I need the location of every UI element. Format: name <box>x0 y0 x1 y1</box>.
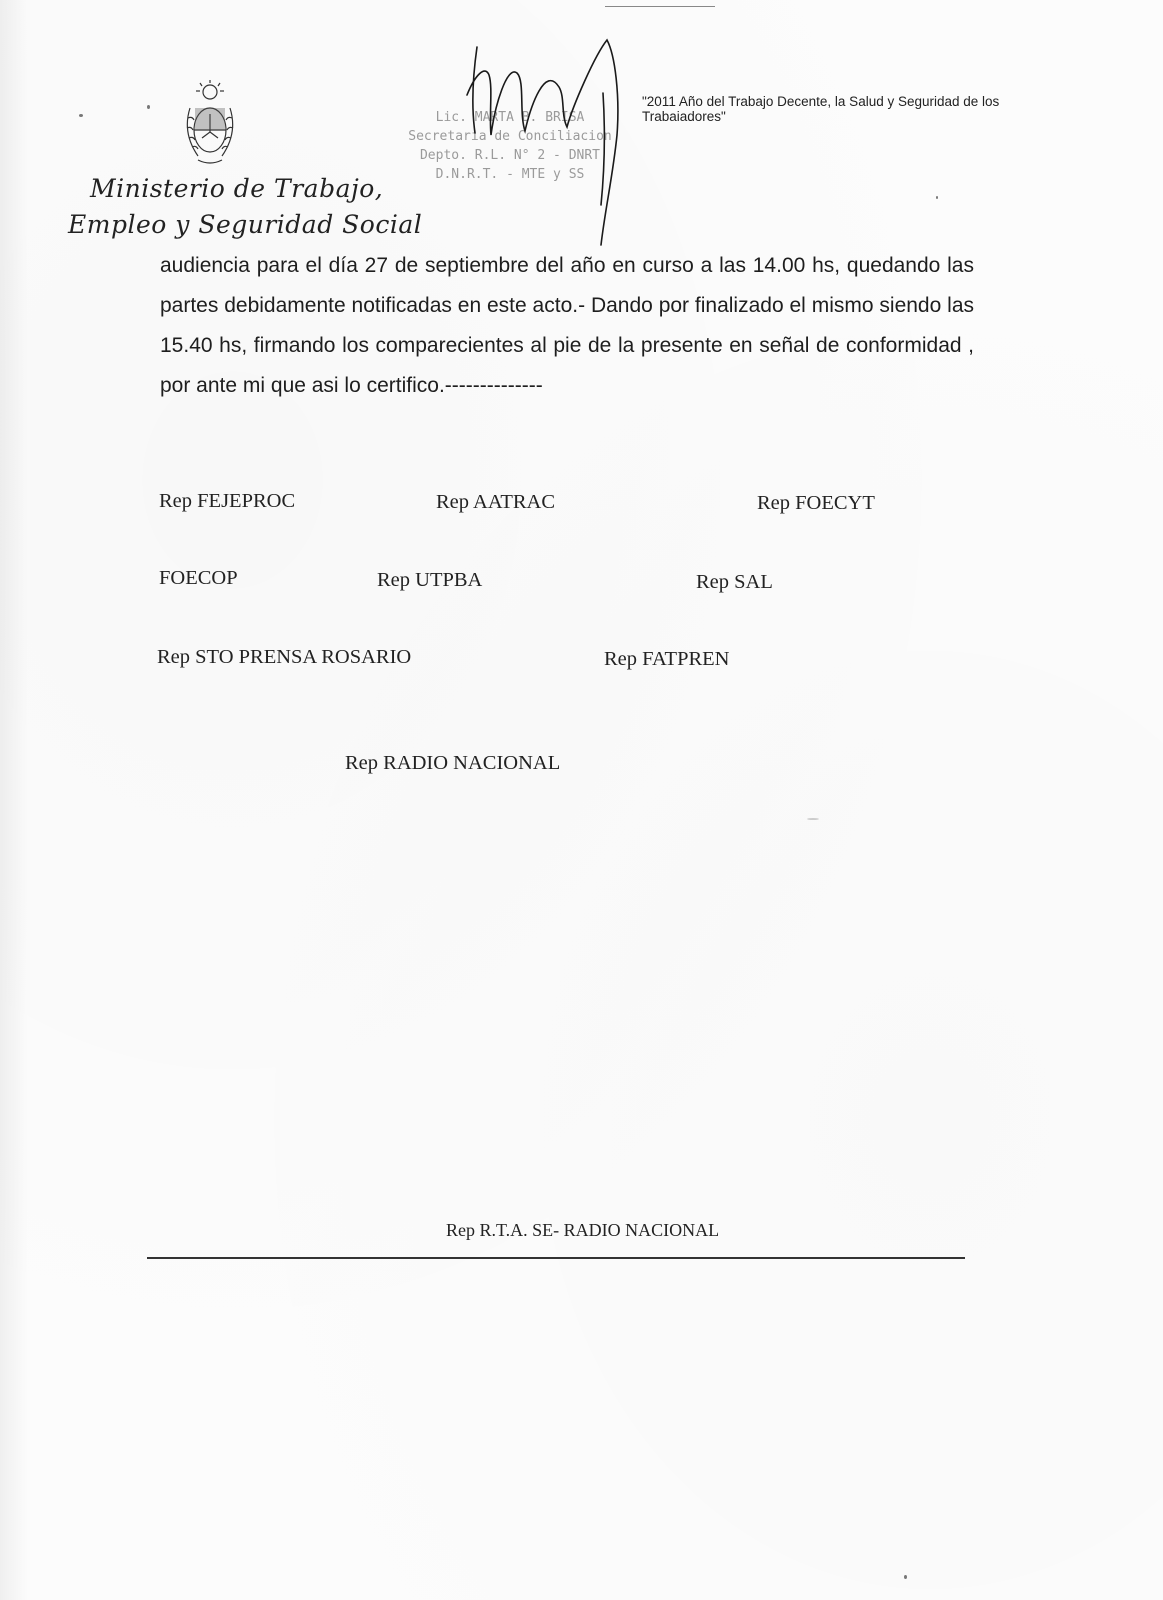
scan-speck <box>79 114 83 117</box>
signatory-utpba: Rep UTPBA <box>377 569 483 591</box>
ministry-name-line2: Empleo y Seguridad Social <box>68 210 423 239</box>
stamp-line-4: D.N.R.T. - MTE y SS <box>435 167 585 182</box>
signatory-aatrac: Rep AATRAC <box>436 491 556 513</box>
scan-speck <box>936 196 938 199</box>
scan-speck <box>147 105 150 109</box>
signatory-sto-prensa-rosario: Rep STO PRENSA ROSARIO <box>157 646 412 668</box>
top-scan-line <box>605 6 715 7</box>
signatory-foecyt: Rep FOECYT <box>757 492 875 514</box>
scan-speck <box>807 818 819 820</box>
bottom-rule <box>147 1257 965 1259</box>
signatory-radio-nacional: Rep RADIO NACIONAL <box>345 752 561 774</box>
ministry-name-line1: Ministerio de Trabajo, <box>90 174 384 203</box>
signatory-foecop: FOECOP <box>159 567 238 589</box>
stamp-line-2: Secretaria de Conciliacion <box>408 129 612 144</box>
handwritten-signature <box>455 35 645 250</box>
signatory-fatpren: Rep FATPREN <box>604 648 730 670</box>
signatory-rta-se-radio-nacional: Rep R.T.A. SE- RADIO NACIONAL <box>446 1220 720 1240</box>
scan-speck <box>904 1575 907 1579</box>
year-motto: "2011 Año del Trabajo Decente, la Salud y Seguridad de los Trabaiadores" <box>642 94 1000 124</box>
coat-of-arms-icon <box>180 78 240 168</box>
body-text <box>160 246 974 406</box>
body-paragraph: audiencia para el día 27 de septiembre del año en curso a las 14.00 hs, quedando las partes debidamente notificadas en este acto.- Dando por finalizado el mismo siendo las 15.40 hs, firmando los comparecientes al pie de la presente en señal de conformidad , por ante mi que asi lo certifico.-------------- <box>160 254 974 397</box>
stamp-line-3: Depto. R.L. N° 2 - DNRT <box>419 148 600 163</box>
signatory-sal: Rep SAL <box>696 571 773 593</box>
signatory-fejeproc: Rep FEJEPROC <box>159 490 296 512</box>
stamp-line-1: Lic. MARTA B. BRISA <box>435 110 585 125</box>
scan-edge-shadow <box>0 0 28 1600</box>
